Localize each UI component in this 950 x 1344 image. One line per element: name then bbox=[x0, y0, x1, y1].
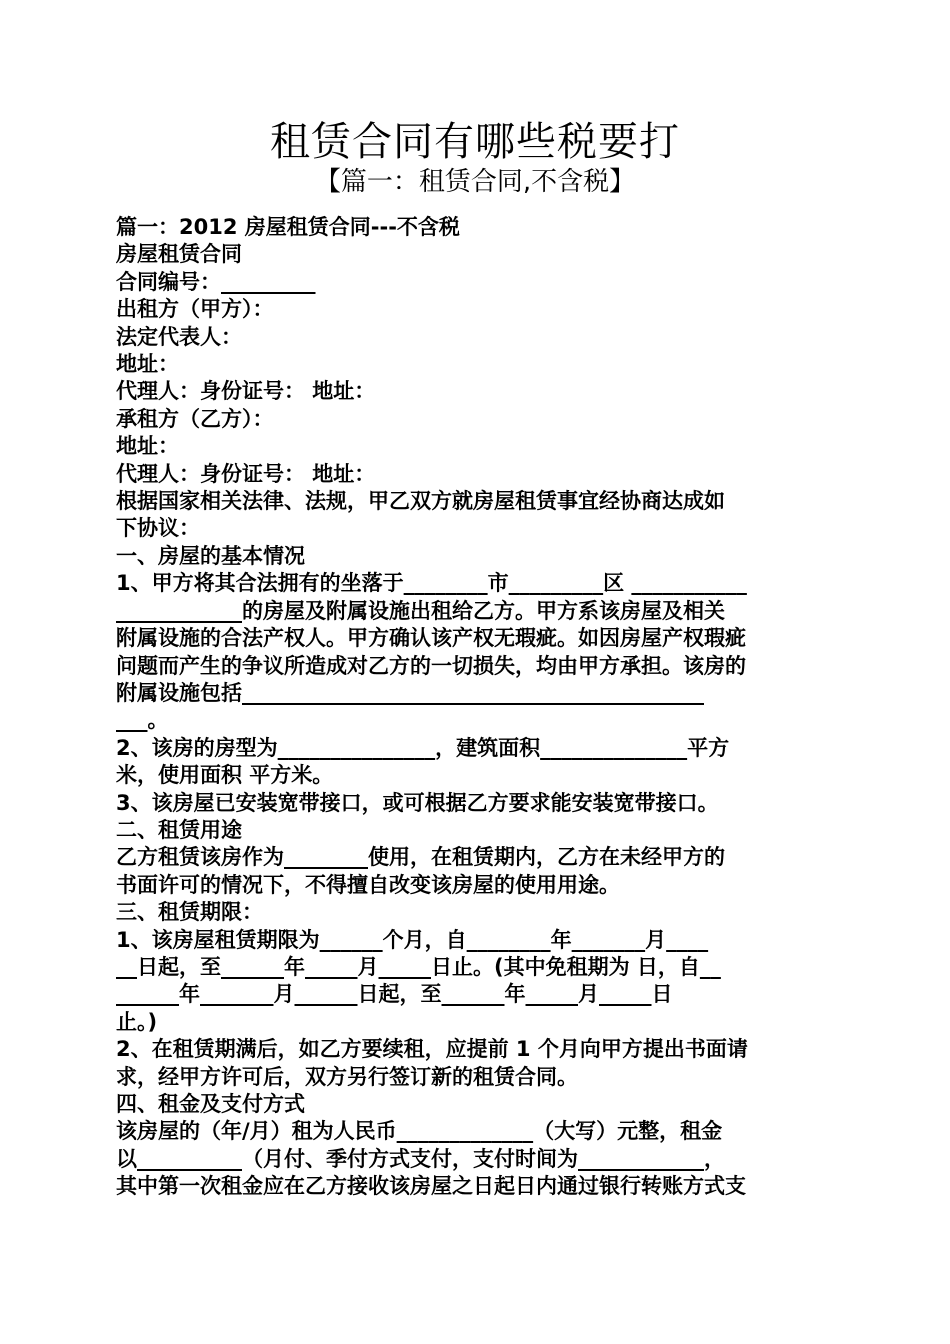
text-line: ______年_______月______日起，至______年_____月_____日 bbox=[116, 982, 673, 1007]
text-line: 合同编号：_________ bbox=[116, 269, 316, 294]
text-line: 附属设施包括____________________________________________ bbox=[116, 680, 704, 705]
document-title: 租赁合同有哪些税要打 bbox=[270, 119, 680, 165]
text-line: 法定代表人： bbox=[116, 324, 242, 349]
text-line: 代理人：身份证号： 地址： bbox=[116, 379, 376, 404]
text-line: 三、租赁期限： bbox=[116, 900, 263, 925]
text-line: 3、该房屋已安装宽带接口，或可根据乙方要求能安装宽带接口。 bbox=[116, 790, 719, 815]
text-line: 承租方（乙方）： bbox=[116, 406, 274, 431]
text-line: 求，经甲方许可后，双方另行签订新的租赁合同。 bbox=[116, 1064, 578, 1089]
text-line: 1、该房屋租赁期限为______个月，自________年_______月____ bbox=[116, 927, 709, 952]
text-line: 该房屋的（年/月）租为人民币_____________（大写）元整，租金 bbox=[116, 1119, 723, 1144]
text-line: 地址： bbox=[116, 352, 179, 377]
text-line: 附属设施的合法产权人。甲方确认该产权无瑕疵。如因房屋产权瑕疵 bbox=[116, 626, 746, 651]
text-line: __日起，至______年_____月_____日止。(其中免租期为 日，自__ bbox=[116, 954, 721, 979]
text-line: 出租方（甲方）： bbox=[116, 297, 274, 322]
text-line: 以__________（月付、季付方式支付，支付时间为____________， bbox=[116, 1146, 725, 1171]
text-line: 房屋租赁合同 bbox=[116, 242, 242, 267]
text-line: ___。 bbox=[116, 708, 169, 733]
text-line: 四、租金及支付方式 bbox=[116, 1092, 305, 1116]
text-line: 2、在租赁期满后，如乙方要续租，应提前 1 个月向甲方提出书面请 bbox=[116, 1037, 748, 1062]
text-line: 其中第一次租金应在乙方接收该房屋之日起日内通过银行转账方式支 bbox=[116, 1174, 746, 1199]
text-line: 2、该房的房型为_______________，建筑面积______________平方 bbox=[116, 735, 730, 760]
document-subtitle: 【篇一：租赁合同,不含税】 bbox=[314, 167, 636, 197]
text-line: 一、房屋的基本情况 bbox=[116, 543, 305, 568]
text-line: 根据国家相关法律、法规，甲乙双方就房屋租赁事宜经协商达成如 bbox=[116, 489, 725, 514]
text-line: 米，使用面积 平方米。 bbox=[116, 763, 334, 788]
contract-body bbox=[116, 214, 836, 1201]
text-line: 问题而产生的争议所造成对乙方的一切损失，均由甲方承担。该房的 bbox=[116, 653, 746, 678]
text-line: 下协议： bbox=[116, 516, 200, 541]
text-line: 地址： bbox=[116, 434, 179, 459]
text-line: 止。) bbox=[116, 1009, 158, 1034]
text-line: 书面许可的情况下，不得擅自改变该房屋的使用用途。 bbox=[116, 872, 620, 897]
text-line: 乙方租赁该房作为________使用，在租赁期内，乙方在未经甲方的 bbox=[116, 845, 725, 870]
text-line: ____________的房屋及附属设施出租给乙方。甲方系该房屋及相关 bbox=[116, 598, 725, 623]
text-line: 代理人：身份证号： 地址： bbox=[116, 461, 376, 486]
text-line: 篇一：2012 房屋租赁合同---不含税 bbox=[116, 215, 460, 239]
text-line: 1、甲方将其合法拥有的坐落于________市_________区 ___________ bbox=[116, 571, 747, 596]
text-line: 二、租赁用途 bbox=[116, 817, 242, 842]
